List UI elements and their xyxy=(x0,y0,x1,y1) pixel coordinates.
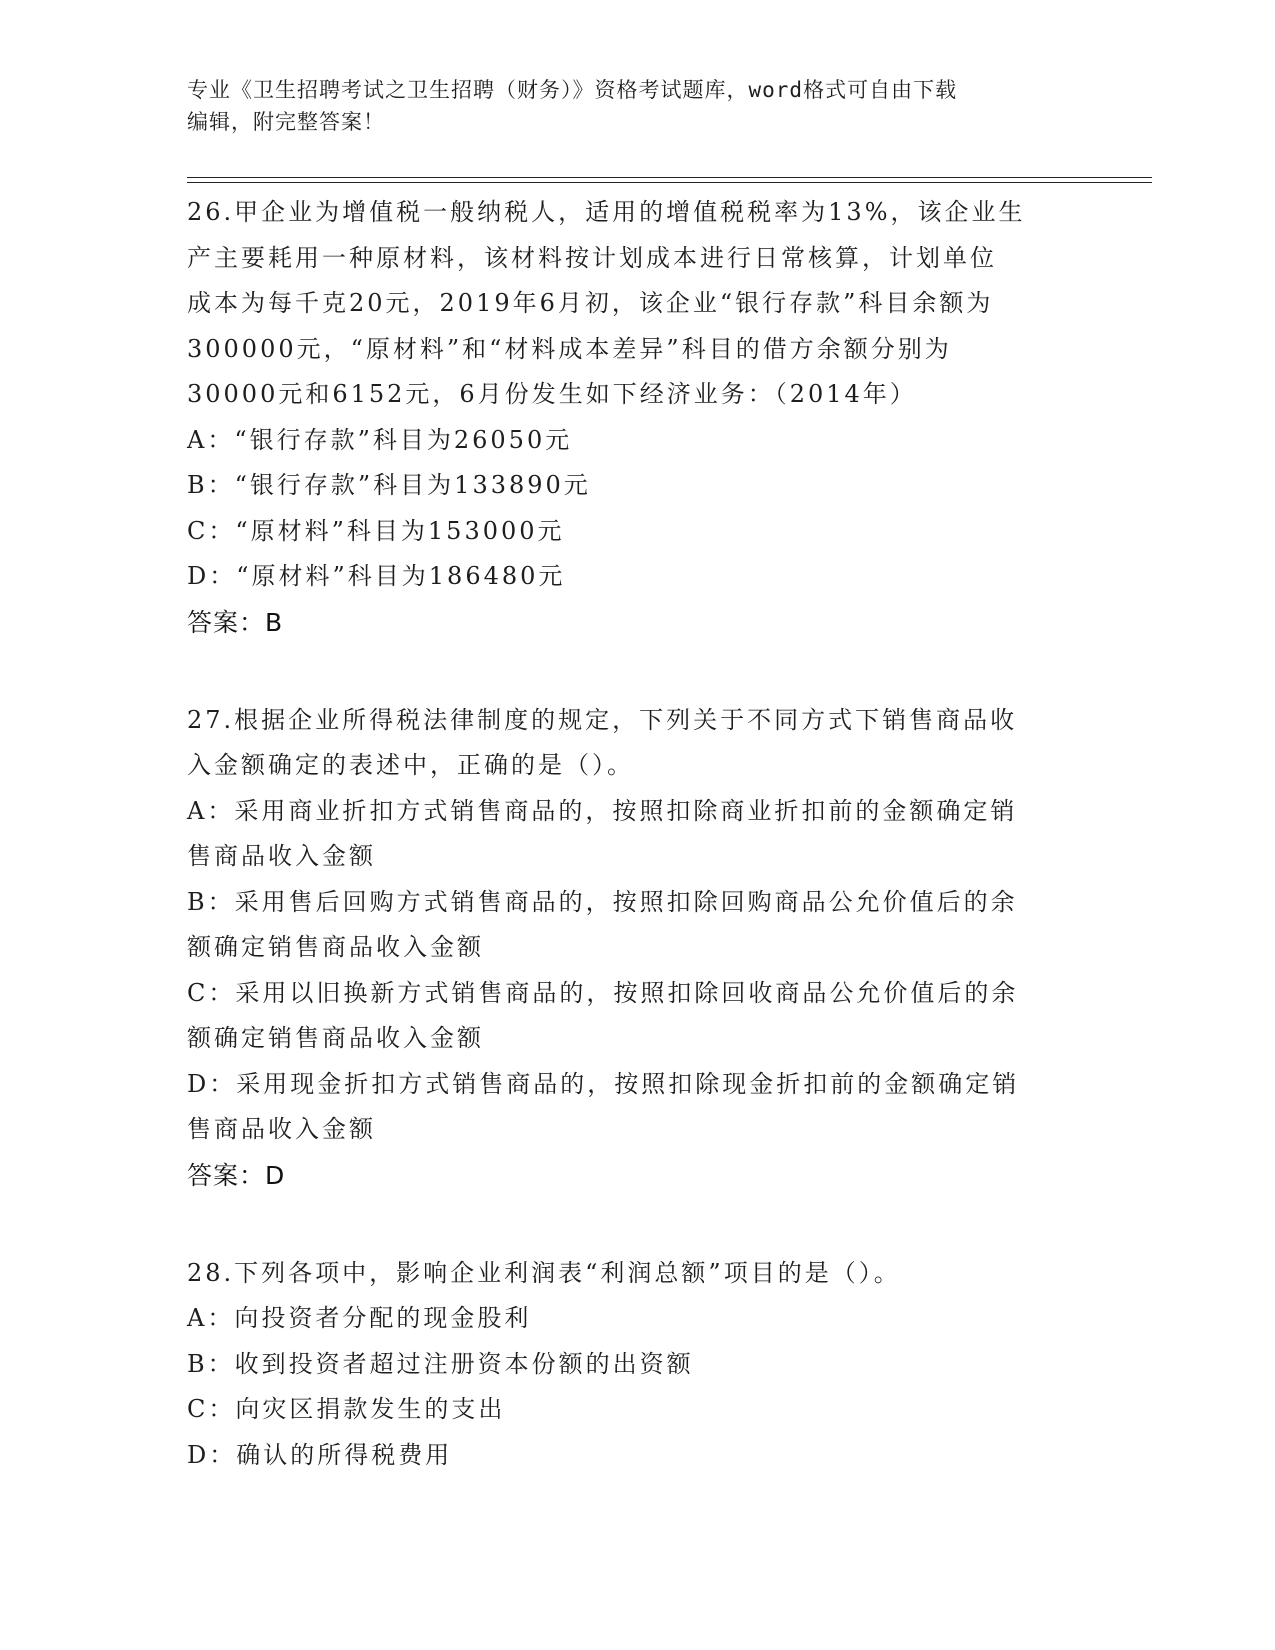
question-28 xyxy=(187,1251,1087,1479)
header-divider-bottom xyxy=(187,182,1152,183)
question-text-line: 28.下列各项中，影响企业利润表“利润总额”项目的是（）。 xyxy=(187,1258,901,1287)
question-text-line: 30000元和6152元，6月份发生如下经济业务：（2014年） xyxy=(187,380,917,408)
question-text-line: 入金额确定的表述中，正确的是（）。 xyxy=(187,751,634,779)
option-a: A：向投资者分配的现金股利 xyxy=(187,1304,532,1332)
option-c-continued: 额确定销售商品收入金额 xyxy=(187,1024,484,1052)
option-b: B：“银行存款”科目为133890元 xyxy=(187,471,591,499)
question-27 xyxy=(187,698,1087,1199)
question-list xyxy=(187,190,1087,1530)
option-a-continued: 售商品收入金额 xyxy=(187,842,376,870)
header-divider-top xyxy=(187,177,1152,178)
option-b: B：收到投资者超过注册资本份额的出资额 xyxy=(187,1349,694,1378)
answer-label: 答案：D xyxy=(187,1160,286,1190)
option-c: C：采用以旧换新方式销售商品的，按照扣除回收商品公允价值后的余 xyxy=(187,978,1019,1007)
option-a: A：采用商业折扣方式销售商品的，按照扣除商业折扣前的金额确定销 xyxy=(187,796,1018,825)
question-text-line: 产主要耗用一种原材料，该材料按计划成本进行日常核算，计划单位 xyxy=(187,243,997,272)
document-header xyxy=(187,74,1087,138)
option-b-continued: 额确定销售商品收入金额 xyxy=(187,933,484,961)
question-text-line: 300000元，“原材料”和“材料成本差异”科目的借方余额分别为 xyxy=(187,334,952,363)
question-text-line: 26.甲企业为增值税一般纳税人，适用的增值税税率为13%，该企业生 xyxy=(187,198,1026,226)
option-c: C：向灾区捐款发生的支出 xyxy=(187,1395,506,1423)
option-d: D：确认的所得税费用 xyxy=(187,1440,453,1469)
option-d: D：“原材料”科目为186480元 xyxy=(187,562,566,590)
option-d: D：采用现金折扣方式销售商品的，按照扣除现金折扣前的金额确定销 xyxy=(187,1069,1020,1098)
question-26 xyxy=(187,190,1087,646)
option-c: C：“原材料”科目为153000元 xyxy=(187,516,565,545)
answer-label: 答案：B xyxy=(187,607,284,637)
header-line-1: 专业《卫生招聘考试之卫生招聘（财务）》资格考试题库，word格式可自由下载 xyxy=(187,78,958,102)
option-a: A：“银行存款”科目为26050元 xyxy=(187,425,573,454)
question-text-line: 27.根据企业所得税法律制度的规定，下列关于不同方式下销售商品收 xyxy=(187,705,1018,734)
option-d-continued: 售商品收入金额 xyxy=(187,1115,376,1143)
option-b: B：采用售后回购方式销售商品的，按照扣除回购商品公允价值后的余 xyxy=(187,887,1018,916)
question-text-line: 成本为每千克20元，2019年6月初，该企业“银行存款”科目余额为 xyxy=(187,289,994,317)
header-line-2: 编辑，附完整答案！ xyxy=(187,110,385,134)
